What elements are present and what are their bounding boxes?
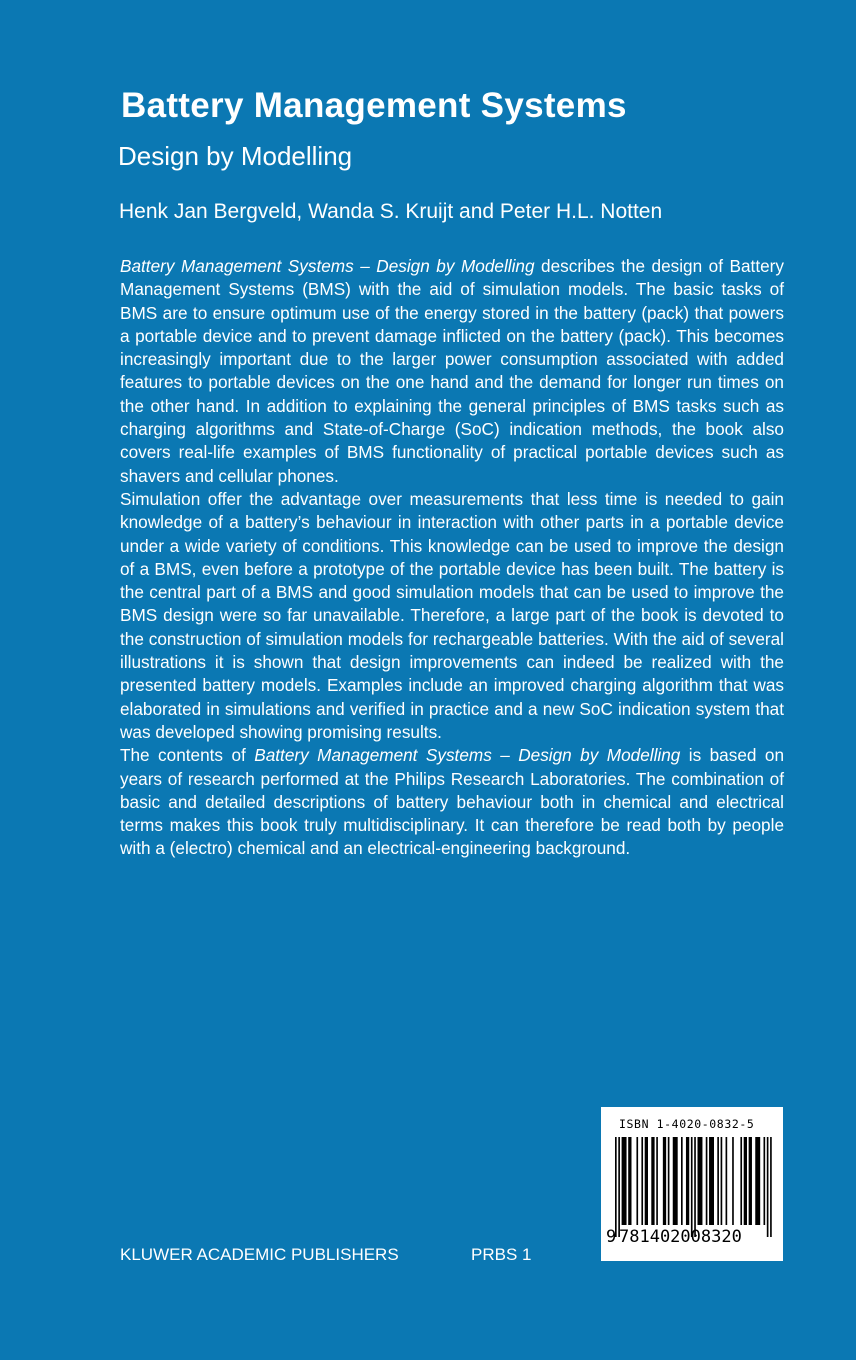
barcode-bar <box>663 1137 666 1225</box>
blurb-paragraph-3-text: is based on years of research performed at the Philips Research Laboratories. The combination of basic and detailed descriptions of battery behaviour both in chemical and electrical terms makes this book truly multidisciplinary. It can therefore be read both by people with a (electro) chemical and an electrical-engineering background. <box>120 745 785 859</box>
barcode-bar <box>744 1137 747 1225</box>
barcode-bar <box>726 1137 728 1225</box>
blurb-paragraph-3-start: The contents of <box>120 745 255 766</box>
barcode-bar <box>755 1137 760 1225</box>
barcode-bar <box>668 1137 670 1225</box>
barcode-bar <box>764 1137 766 1225</box>
isbn-label: ISBN 1-4020-0832-5 <box>619 1117 755 1131</box>
barcode-bar <box>749 1137 752 1225</box>
blurb-paragraph-3 <box>120 744 784 860</box>
barcode-bar <box>656 1137 658 1225</box>
barcode-bar <box>651 1137 654 1225</box>
barcode-bar <box>740 1137 742 1225</box>
barcode-bar <box>709 1137 714 1225</box>
barcode-bar <box>721 1137 723 1225</box>
ean-digits: 781402008320 <box>619 1227 742 1247</box>
barcode-bar <box>636 1137 638 1225</box>
ean-first-digit: 9 <box>606 1227 617 1247</box>
publisher-name: KLUWER ACADEMIC PUBLISHERS <box>120 1245 399 1264</box>
blurb-paragraph-1 <box>120 255 784 488</box>
barcode-bar <box>694 1137 696 1237</box>
back-cover-blurb <box>120 255 784 861</box>
barcode-bar <box>645 1137 648 1225</box>
barcode-bar <box>770 1137 772 1237</box>
blurb-book-title-italic: Battery Management Systems – Design by Modelling <box>120 256 535 276</box>
barcode-bar <box>628 1137 631 1225</box>
barcode-bar <box>641 1137 643 1225</box>
barcode-bar <box>706 1137 708 1225</box>
barcode-bar <box>673 1137 678 1225</box>
barcode-bar <box>686 1137 689 1225</box>
isbn-barcode <box>601 1107 783 1261</box>
barcode-bar <box>717 1137 719 1225</box>
book-authors: Henk Jan Bergveld, Wanda S. Kruijt and Peter H.L. Notten <box>119 200 663 223</box>
barcode-bar <box>622 1137 627 1225</box>
barcode-bar <box>732 1137 734 1225</box>
barcode-bar <box>618 1137 620 1237</box>
series-code: PRBS 1 <box>471 1245 532 1264</box>
blurb-paragraph-1-text: describes the design of Battery Management Systems (BMS) with the aid of simulation models. The basic tasks of BMS are to ensure optimum use of the energy stored in the battery (pack) that powers a portable device and to prevent damage inflicted on the battery (pack). This becomes increasingly important due to the larger power consumption associated with added features to portable devices on the one hand and the demand for longer run times on the other hand. In addition to explaining the general principles of BMS tasks such as charging algorithms and State-of-Charge (SoC) indication methods, the book also covers real-life examples of BMS functionality of practical portable devices such as shavers and cellular phones. <box>120 256 784 486</box>
blurb-paragraph-2: Simulation offer the advantage over measurements that less time is needed to gain knowledge of a battery’s behaviour in interaction with other parts in a portable device under a wide variety of conditions. This knowledge can be used to improve the design of a BMS, even before a prototype of the portable device has been built. The battery is the central part of a BMS and good simulation models that can be used to improve the BMS design were so far unavailable. Therefore, a large part of the book is devoted to the construction of simulation models for rechargeable batteries. With the aid of several illustrations it is shown that design improvements can indeed be realized with the presented battery models. Examples include an improved charging algorithm that was elaborated in simulations and verified in practice and a new SoC indication system that was developed showing promising results. <box>120 488 784 742</box>
barcode-bar <box>767 1137 769 1237</box>
barcode-bar <box>698 1137 703 1225</box>
book-title: Battery Management Systems <box>121 86 627 125</box>
barcode-bar <box>691 1137 693 1237</box>
blurb-book-title-italic-2: Battery Management Systems – Design by Modelling <box>254 745 681 766</box>
book-subtitle: Design by Modelling <box>118 141 353 171</box>
barcode-bar <box>615 1137 617 1237</box>
barcode-bar <box>681 1137 683 1225</box>
